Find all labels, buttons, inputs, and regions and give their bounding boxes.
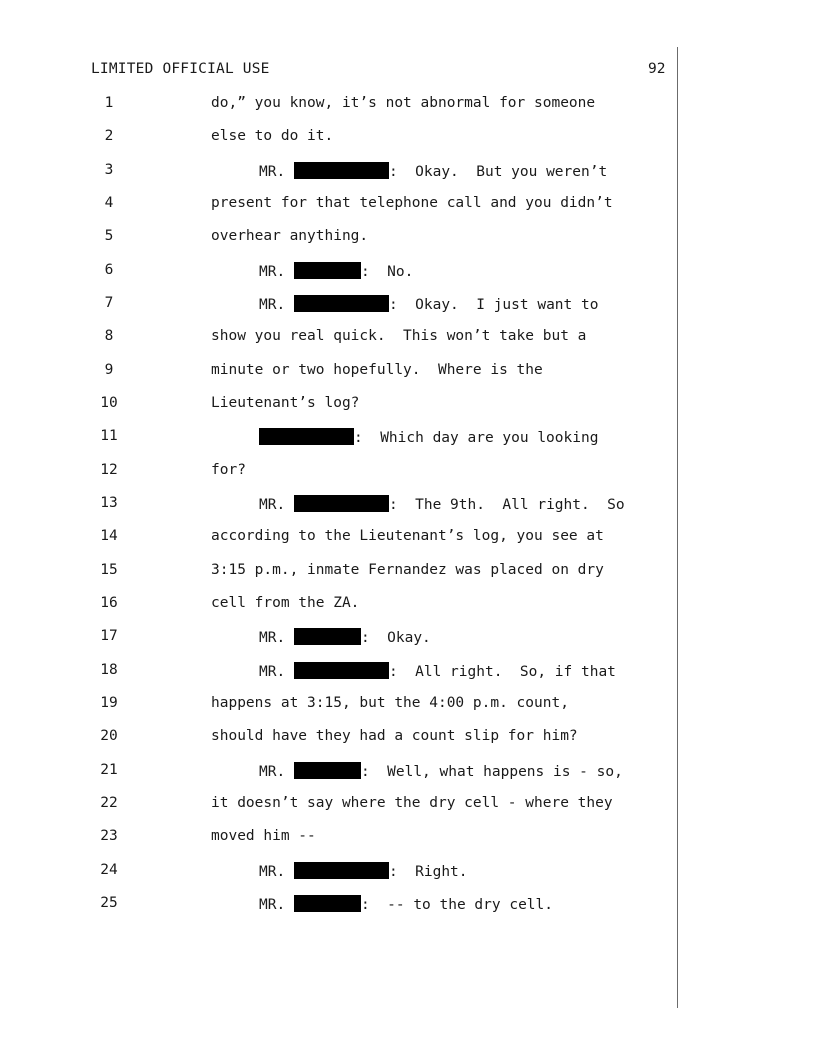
line-text <box>259 895 553 913</box>
line-number: 6 <box>104 262 114 278</box>
transcript-line <box>0 262 676 284</box>
page-number: 92 <box>648 61 666 77</box>
right-margin-rule <box>677 47 678 1008</box>
line-number: 8 <box>104 328 114 344</box>
line-text: happens at 3:15, but the 4:00 p.m. count, <box>211 695 569 711</box>
line-text <box>259 495 625 513</box>
line-number: 5 <box>104 228 114 244</box>
transcript-line <box>0 362 676 384</box>
redaction-block <box>294 762 361 779</box>
speech-text: : Well, what happens is - so, <box>360 764 623 780</box>
redaction-block <box>259 428 354 445</box>
redaction-block <box>294 162 389 179</box>
transcript-line <box>0 862 676 884</box>
transcript-line <box>0 428 676 450</box>
speaker-prefix: MR. <box>259 664 286 680</box>
transcript-line <box>0 95 676 117</box>
transcript-line <box>0 462 676 484</box>
redaction-block <box>294 295 389 312</box>
speaker-prefix: MR. <box>259 897 286 913</box>
line-number: 17 <box>100 628 118 644</box>
speaker-prefix: MR. <box>259 497 286 513</box>
line-text: according to the Lieutenant’s log, you see at <box>211 528 604 544</box>
line-text: cell from the ZA. <box>211 595 360 611</box>
transcript-line <box>0 795 676 817</box>
line-text: present for that telephone call and you didn’t <box>211 195 613 211</box>
speaker-prefix: MR. <box>259 864 286 880</box>
transcript-line <box>0 828 676 850</box>
line-number: 19 <box>100 695 118 711</box>
line-text: minute or two hopefully. Where is the <box>211 362 543 378</box>
transcript-line <box>0 762 676 784</box>
line-text <box>259 162 607 180</box>
line-number: 3 <box>104 162 114 178</box>
line-text: it doesn’t say where the dry cell - where they <box>211 795 613 811</box>
line-text: should have they had a count slip for him? <box>211 728 578 744</box>
line-number: 4 <box>104 195 114 211</box>
line-number: 9 <box>104 362 114 378</box>
redaction-block <box>294 895 361 912</box>
line-text: Lieutenant’s log? <box>211 395 360 411</box>
line-number: 23 <box>100 828 118 844</box>
line-number: 18 <box>100 662 118 678</box>
line-number: 21 <box>100 762 118 778</box>
transcript-line <box>0 162 676 184</box>
line-text: 3:15 p.m., inmate Fernandez was placed on dry <box>211 562 604 578</box>
redaction-block <box>294 262 361 279</box>
speech-text: : All right. So, if that <box>388 664 616 680</box>
redaction-block <box>294 495 389 512</box>
line-number: 24 <box>100 862 118 878</box>
transcript-line <box>0 662 676 684</box>
line-number: 11 <box>100 428 118 444</box>
transcript-line <box>0 628 676 650</box>
line-text: else to do it. <box>211 128 334 144</box>
transcript-line <box>0 495 676 517</box>
line-number: 14 <box>100 528 118 544</box>
speaker-prefix: MR. <box>259 630 286 646</box>
redaction-block <box>294 662 389 679</box>
redaction-block <box>294 862 389 879</box>
line-text <box>259 428 598 446</box>
line-text <box>259 628 431 646</box>
line-number: 13 <box>100 495 118 511</box>
speaker-prefix: MR. <box>259 297 286 313</box>
line-text <box>259 295 598 313</box>
transcript-line <box>0 695 676 717</box>
line-number: 16 <box>100 595 118 611</box>
line-number: 7 <box>104 295 114 311</box>
redaction-block <box>294 628 361 645</box>
line-number: 15 <box>100 562 118 578</box>
line-text <box>259 262 413 280</box>
transcript-line <box>0 395 676 417</box>
transcript-line <box>0 895 676 917</box>
line-number: 2 <box>104 128 114 144</box>
speech-text: : Okay. I just want to <box>388 297 599 313</box>
transcript-line <box>0 128 676 150</box>
line-text <box>259 762 623 780</box>
transcript-line <box>0 295 676 317</box>
line-text: moved him -- <box>211 828 316 844</box>
line-number: 20 <box>100 728 118 744</box>
speech-text: : -- to the dry cell. <box>360 897 553 913</box>
transcript-line <box>0 728 676 750</box>
classification-header: LIMITED OFFICIAL USE <box>91 61 270 77</box>
speaker-prefix: MR. <box>259 264 286 280</box>
line-number: 10 <box>100 395 118 411</box>
line-number: 22 <box>100 795 118 811</box>
line-number: 12 <box>100 462 118 478</box>
speaker-prefix: MR. <box>259 164 286 180</box>
transcript-line <box>0 228 676 250</box>
line-number: 25 <box>100 895 118 911</box>
speech-text: : Okay. <box>360 630 431 646</box>
speech-text: : No. <box>360 264 414 280</box>
transcript-line <box>0 595 676 617</box>
speech-text: : Okay. But you weren’t <box>388 164 608 180</box>
line-text: show you real quick. This won’t take but a <box>211 328 587 344</box>
line-text: overhear anything. <box>211 228 369 244</box>
line-text: do,” you know, it’s not abnormal for someone <box>211 95 596 111</box>
speech-text: : Which day are you looking <box>354 430 599 446</box>
line-text: for? <box>211 462 246 478</box>
line-text <box>259 662 616 680</box>
transcript-line <box>0 195 676 217</box>
speaker-prefix: MR. <box>259 764 286 780</box>
line-number: 1 <box>104 95 114 111</box>
transcript-line <box>0 528 676 550</box>
speech-text: : The 9th. All right. So <box>388 497 625 513</box>
speech-text: : Right. <box>388 864 468 880</box>
transcript-line <box>0 328 676 350</box>
transcript-line <box>0 562 676 584</box>
line-text <box>259 862 468 880</box>
